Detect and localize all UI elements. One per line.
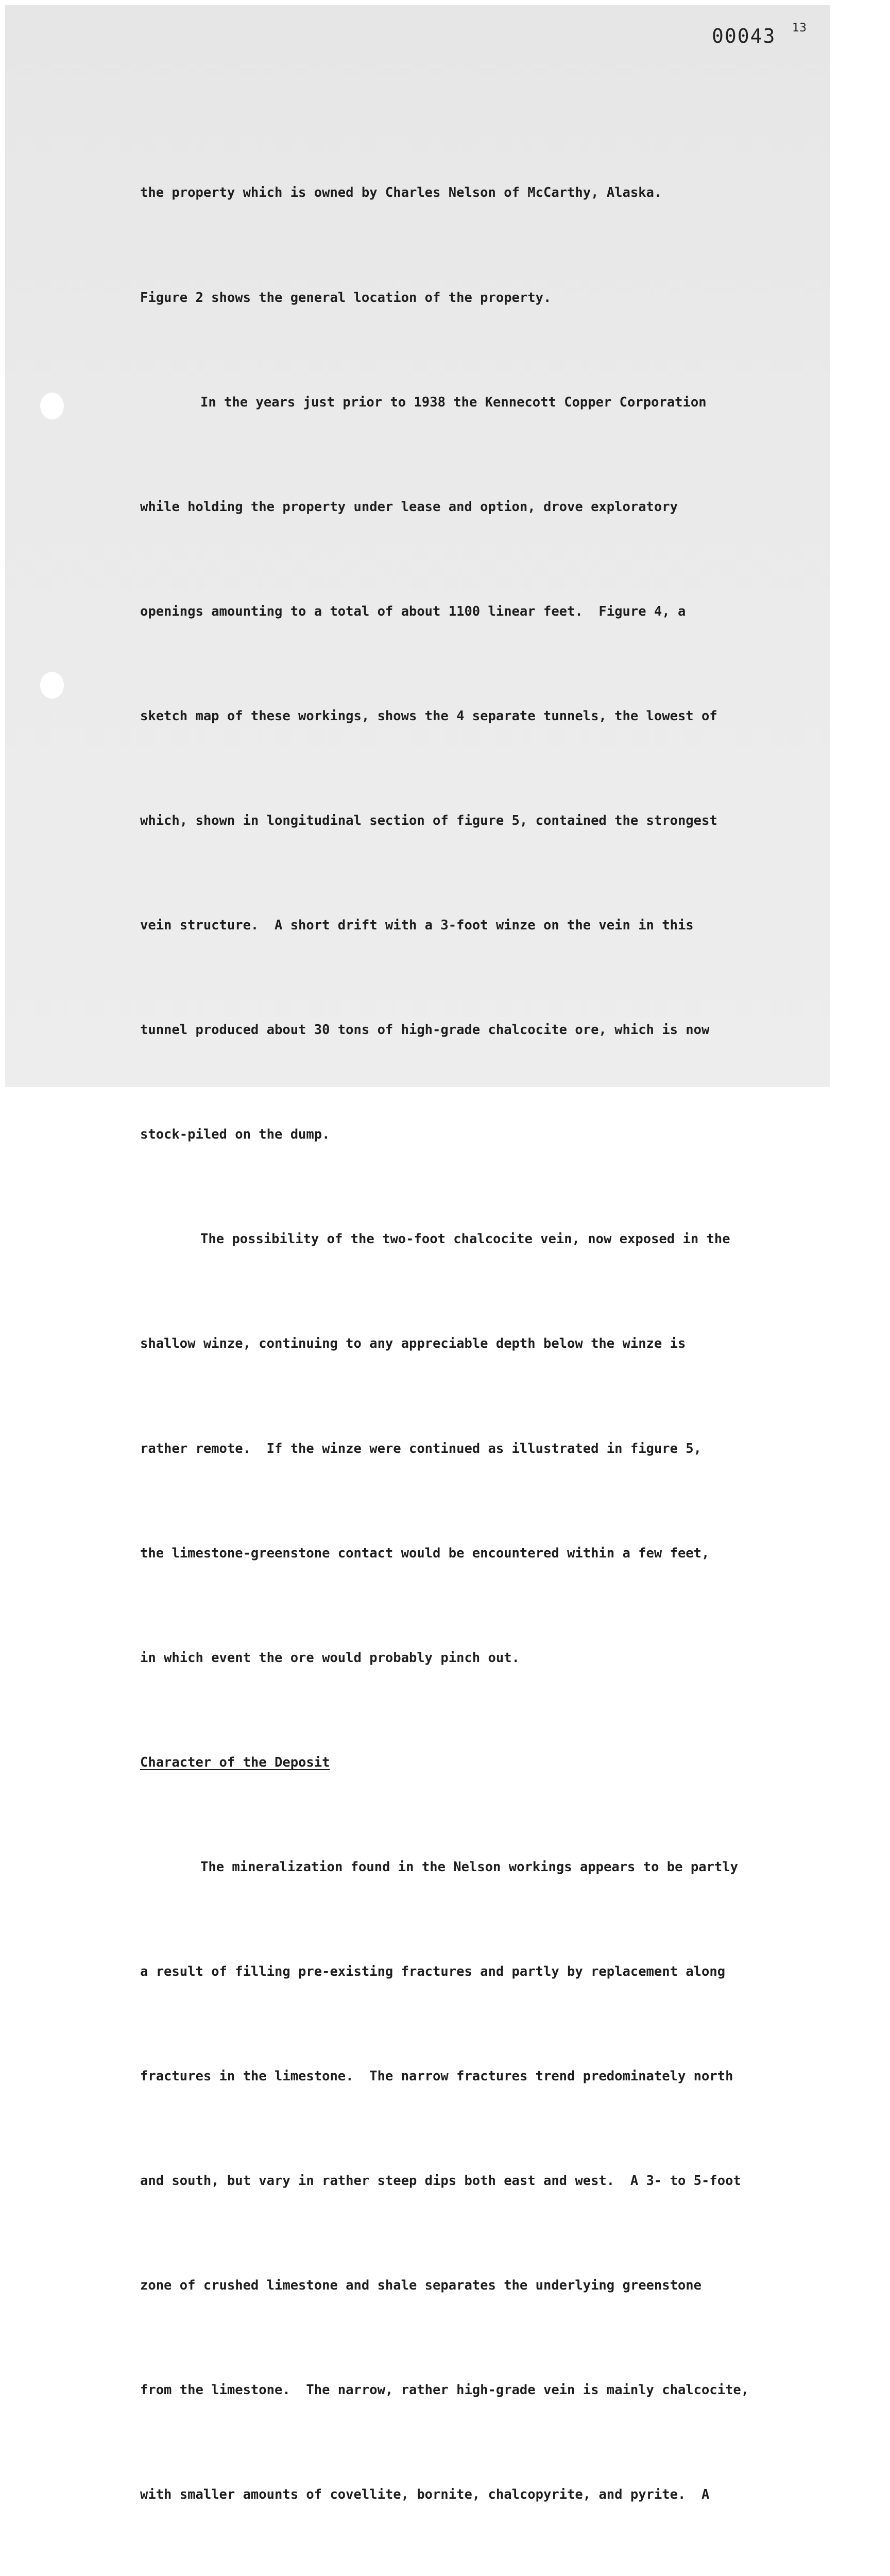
text-line: vein structure. A short drift with a 3-foot winze on the vein in this xyxy=(140,918,694,934)
text-line: sketch map of these workings, shows the 4 separate tunnels, the lowest of xyxy=(140,708,717,724)
scan-margin xyxy=(830,0,890,1133)
text-line: stock-piled on the dump. xyxy=(140,1127,330,1143)
text-line: In the years just prior to 1938 the Kennecott Copper Corporation xyxy=(200,394,707,410)
text-line: openings amounting to a total of about 1100 linear feet. Figure 4, a xyxy=(140,603,686,619)
text-line: Figure 2 shows the general location of the property. xyxy=(140,290,552,306)
text-line: a result of filling pre-existing fractures and partly by replacement along xyxy=(140,1964,726,1979)
text-line: while holding the property under lease and option, drove exploratory xyxy=(140,499,678,515)
punch-hole xyxy=(40,393,64,419)
text-line: the limestone-greenstone contact would be encountered within a few feet, xyxy=(140,1545,710,1561)
page-number: 00043 xyxy=(712,25,776,47)
text-line: The possibility of the two-foot chalcocite vein, now exposed in the xyxy=(200,1231,730,1247)
text-line: rather remote. If the winze were continued as illustrated in figure 5, xyxy=(140,1440,702,1456)
text-line: which, shown in longitudinal section of figure 5, contained the strongest xyxy=(140,812,717,828)
text-line: zone of crushed limestone and shale separates the underlying greenstone xyxy=(140,2278,702,2294)
text-line: from the limestone. The narrow, rather high-grade vein is mainly chalcocite, xyxy=(140,2382,749,2398)
text-line: the property which is owned by Charles Nelson of McCarthy, Alaska. xyxy=(140,185,662,201)
document-body xyxy=(140,106,810,2576)
section-heading-text: Character of the Deposit xyxy=(140,1754,330,1770)
section-heading xyxy=(140,1745,810,1781)
text-line: The mineralization found in the Nelson workings appears to be partly xyxy=(200,1859,738,1875)
text-line: with smaller amounts of covellite, bornite, chalcopyrite, and pyrite. A xyxy=(140,2487,710,2503)
scanned-page xyxy=(5,5,830,2503)
text-line: fractures in the limestone. The narrow fractures trend predominately north xyxy=(140,2069,733,2084)
text-line: tunnel produced about 30 tons of high-grade chalcocite ore, which is now xyxy=(140,1022,710,1038)
text-line: and south, but vary in rather steep dips both east and west. A 3- to 5-foot xyxy=(140,2173,741,2189)
text-line: in which event the ore would probably pinch out. xyxy=(140,1650,520,1666)
page-number-annotation: 13 xyxy=(792,22,807,35)
punch-hole xyxy=(40,672,64,699)
text-line: shallow winze, continuing to any appreciable depth below the winze is xyxy=(140,1336,686,1352)
